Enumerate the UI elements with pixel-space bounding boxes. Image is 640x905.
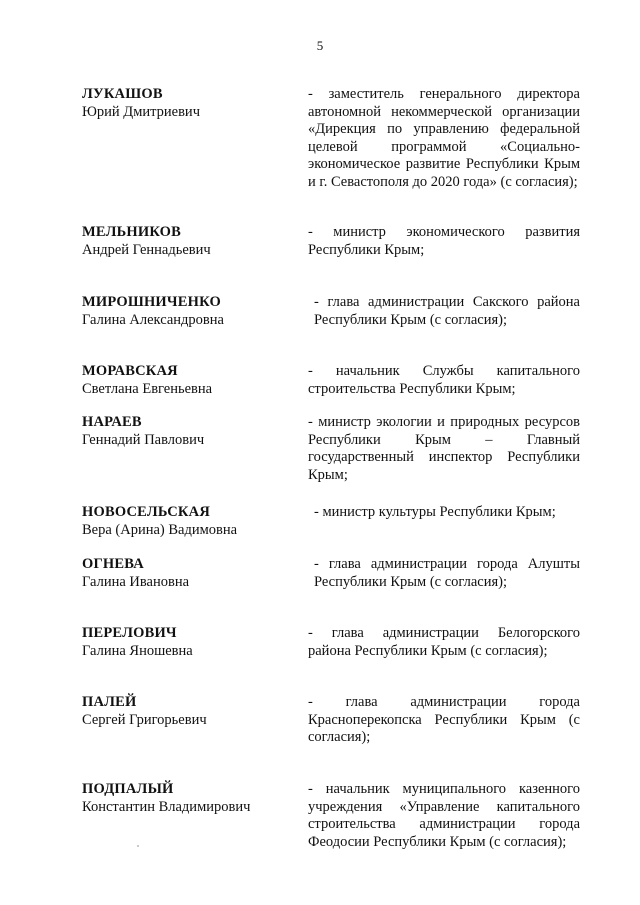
member-surname: МОРАВСКАЯ [82, 363, 178, 379]
member-given-names: Вера (Арина) Вадимовна [82, 521, 238, 538]
member-surname: ПОДПАЛЫЙ [82, 781, 174, 797]
member-name [82, 556, 292, 591]
member-position: - глава администрации Белогорского района Республики Крым (с согласия); [308, 625, 580, 659]
member-position: - министр экономического развития Республики Крым; [308, 224, 580, 258]
member-given-names: Константин Владимирович [82, 798, 251, 815]
member-given-names: Сергей Григорьевич [82, 711, 207, 728]
scan-speck [137, 845, 139, 847]
member-given-names: Юрий Дмитриевич [82, 103, 200, 120]
member-position: - министр культуры Республики Крым; [314, 504, 556, 520]
member-surname: НАРАЕВ [82, 414, 142, 430]
member-given-names: Светлана Евгеньевна [82, 380, 213, 397]
member-position: - начальник муниципального казенного учреждения «Управление капитального строительства администрации города Феодосии Республики Крым (с согласия); [308, 781, 580, 850]
member-given-names: Андрей Геннадьевич [82, 241, 211, 258]
member-surname: МЕЛЬНИКОВ [82, 224, 182, 240]
member-given-names: Галина Ивановна [82, 573, 190, 590]
member-given-names: Геннадий Павлович [82, 431, 205, 448]
member-position: - начальник Службы капитального строительства Республики Крым; [308, 363, 580, 397]
member-given-names: Галина Александровна [82, 311, 224, 328]
member-position: - глава администрации Сакского района Республики Крым (с согласия); [314, 294, 580, 328]
member-name [82, 363, 292, 398]
member-position: - заместитель генерального директора автономной некоммерческой организации «Дирекция по управлению федеральной целевой программой «Социально-экономическое развитие Республики Крым и г. Севастополя до 2020 года» (с согласия); [308, 86, 580, 190]
member-surname: ОГНЕВА [82, 556, 144, 572]
member-name [82, 86, 292, 121]
member-name [82, 224, 292, 259]
member-position: - министр экологии и природных ресурсов Республики Крым – Главный государственный инспектор Республики Крым; [308, 414, 580, 483]
page-number: 5 [316, 38, 324, 53]
member-given-names: Галина Яношевна [82, 642, 193, 659]
member-name [82, 294, 292, 329]
member-name [82, 504, 292, 539]
member-name [82, 414, 292, 449]
member-surname: ЛУКАШОВ [82, 86, 163, 102]
member-position: - глава администрации города Красноперекопска Республики Крым (с согласия); [308, 694, 580, 745]
member-name [82, 781, 292, 816]
member-position: - глава администрации города Алушты Республики Крым (с согласия); [314, 556, 580, 590]
member-name [82, 694, 292, 729]
member-surname: ПАЛЕЙ [82, 694, 137, 710]
member-surname: НОВОСЕЛЬСКАЯ [82, 504, 210, 520]
member-surname: МИРОШНИЧЕНКО [82, 294, 221, 310]
member-name [82, 625, 292, 660]
member-surname: ПЕРЕЛОВИЧ [82, 625, 177, 641]
